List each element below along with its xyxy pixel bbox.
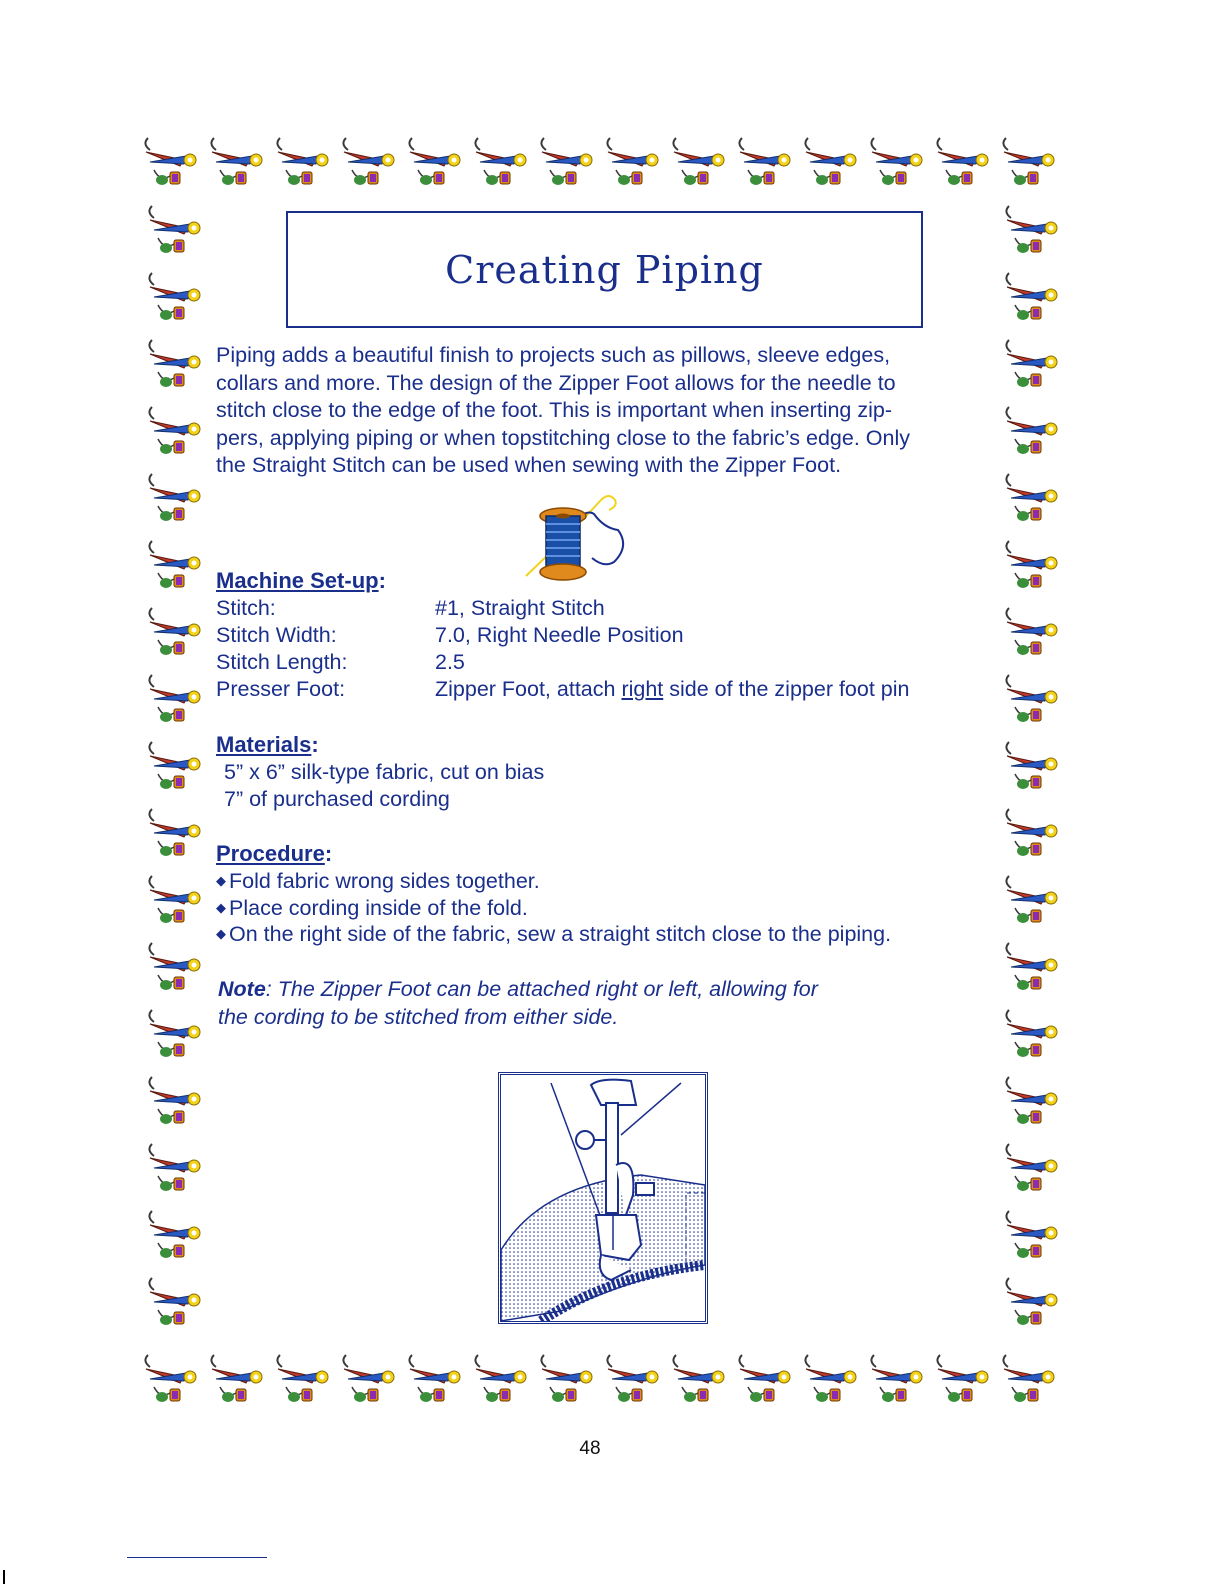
scissors-spool-icon bbox=[144, 1069, 210, 1135]
scissors-spool-icon bbox=[144, 667, 210, 733]
scissors-spool-icon bbox=[734, 1347, 800, 1413]
scissors-spool-icon bbox=[1001, 265, 1067, 331]
diamond-bullet-icon: ◆ bbox=[216, 873, 226, 888]
scissors-spool-icon bbox=[144, 1002, 210, 1068]
scissors-spool-icon bbox=[404, 1347, 470, 1413]
setup-label: Stitch Width: bbox=[216, 623, 337, 647]
scissors-spool-icon bbox=[668, 130, 734, 196]
setup-heading: Machine Set-up: bbox=[216, 568, 386, 593]
scissors-spool-icon bbox=[144, 533, 210, 599]
setup-value: #1, Straight Stitch bbox=[435, 596, 605, 620]
border-bottom bbox=[140, 1345, 1070, 1415]
materials-heading: Materials: bbox=[216, 732, 319, 757]
scissors-spool-icon bbox=[144, 1270, 210, 1336]
scissors-spool-icon bbox=[206, 1347, 272, 1413]
scissors-spool-icon bbox=[1001, 734, 1067, 800]
note bbox=[218, 975, 918, 1031]
scissors-spool-icon bbox=[800, 130, 866, 196]
scissors-spool-icon bbox=[668, 1347, 734, 1413]
scissors-spool-icon bbox=[1001, 399, 1067, 465]
setup-value: Zipper Foot, attach right side of the zipper foot pin bbox=[435, 677, 910, 701]
scissors-spool-icon bbox=[1001, 868, 1067, 934]
scissors-spool-icon bbox=[602, 1347, 668, 1413]
border-right bbox=[995, 198, 1073, 1345]
underlined-right: right bbox=[621, 677, 664, 701]
title-box bbox=[286, 211, 923, 328]
scissors-spool-icon bbox=[932, 1347, 998, 1413]
intro-line: stitch close to the edge of the foot. This is important when inserting zip- bbox=[216, 398, 893, 422]
scissors-spool-icon bbox=[470, 1347, 536, 1413]
page-title: Creating Piping bbox=[445, 247, 764, 292]
scissors-spool-icon bbox=[866, 130, 932, 196]
scissors-spool-icon bbox=[1001, 1136, 1067, 1202]
setup-label: Presser Foot: bbox=[216, 677, 346, 701]
scissors-spool-icon bbox=[1001, 1069, 1067, 1135]
scissors-spool-icon bbox=[800, 1347, 866, 1413]
scissors-spool-icon bbox=[1001, 533, 1067, 599]
scissors-spool-icon bbox=[998, 1347, 1064, 1413]
scissors-spool-icon bbox=[144, 332, 210, 398]
setup-row bbox=[216, 677, 976, 704]
scissors-spool-icon bbox=[144, 801, 210, 867]
page-number: 48 bbox=[579, 1438, 601, 1459]
scissors-spool-icon bbox=[272, 130, 338, 196]
scissors-spool-icon bbox=[1001, 1203, 1067, 1269]
scissors-spool-icon bbox=[866, 1347, 932, 1413]
setup-value: 7.0, Right Needle Position bbox=[435, 623, 684, 647]
scissors-spool-icon bbox=[998, 130, 1064, 196]
scissors-spool-icon bbox=[144, 399, 210, 465]
setup-value: 2.5 bbox=[435, 650, 465, 674]
scissors-spool-icon bbox=[1001, 466, 1067, 532]
scissors-spool-icon bbox=[404, 130, 470, 196]
scissors-spool-icon bbox=[1001, 1002, 1067, 1068]
scissors-spool-icon bbox=[536, 130, 602, 196]
scissors-spool-icon bbox=[470, 130, 536, 196]
intro-line: the Straight Stitch can be used when sewing with the Zipper Foot. bbox=[216, 453, 842, 477]
scissors-spool-icon bbox=[1001, 935, 1067, 1001]
scissors-spool-icon bbox=[536, 1347, 602, 1413]
footer-rule bbox=[127, 1557, 267, 1558]
scissors-spool-icon bbox=[338, 130, 404, 196]
diamond-bullet-icon: ◆ bbox=[216, 926, 226, 941]
scissors-spool-icon bbox=[272, 1347, 338, 1413]
scissors-spool-icon bbox=[144, 600, 210, 666]
border-left bbox=[140, 198, 218, 1345]
scissors-spool-icon bbox=[144, 868, 210, 934]
note-line: : The Zipper Foot can be attached right or left, allowing for bbox=[265, 977, 818, 1001]
scissors-spool-icon bbox=[140, 130, 206, 196]
zipper-foot-drawing bbox=[501, 1075, 705, 1321]
scissors-spool-icon bbox=[144, 198, 210, 264]
scissors-spool-icon bbox=[144, 265, 210, 331]
scissors-spool-icon bbox=[1001, 667, 1067, 733]
intro-line: pers, applying piping or when topstitching close to the fabric’s edge. Only bbox=[216, 425, 910, 450]
scissors-spool-icon bbox=[338, 1347, 404, 1413]
scissors-spool-icon bbox=[1001, 332, 1067, 398]
scissors-spool-icon bbox=[1001, 801, 1067, 867]
edge-mark bbox=[3, 1570, 5, 1584]
setup-row bbox=[216, 623, 976, 650]
scissors-spool-icon bbox=[734, 130, 800, 196]
note-line: the cording to be stitched from either side. bbox=[218, 1005, 619, 1029]
setup-row bbox=[216, 650, 976, 677]
scissors-spool-icon bbox=[144, 1203, 210, 1269]
scissors-spool-icon bbox=[144, 466, 210, 532]
intro-paragraph bbox=[216, 342, 996, 480]
scissors-spool-icon bbox=[144, 1136, 210, 1202]
procedure-heading: Procedure: bbox=[216, 841, 333, 866]
setup-label: Stitch: bbox=[216, 596, 276, 620]
scissors-spool-icon bbox=[932, 130, 998, 196]
thread-spool-needle-icon bbox=[506, 488, 631, 588]
intro-line: Piping adds a beautiful finish to projects such as pillows, sleeve edges, bbox=[216, 343, 891, 367]
scissors-spool-icon bbox=[1001, 600, 1067, 666]
procedure-item: ◆ Fold fabric wrong sides together. bbox=[216, 869, 540, 893]
note-label: Note bbox=[218, 977, 266, 1001]
scissors-spool-icon bbox=[1001, 198, 1067, 264]
setup-row bbox=[216, 596, 976, 623]
zipper-foot-sewing-illustration bbox=[498, 1072, 708, 1324]
scissors-spool-icon bbox=[144, 935, 210, 1001]
scissors-spool-icon bbox=[206, 130, 272, 196]
setup-label: Stitch Length: bbox=[216, 650, 348, 674]
material-item: 5” x 6” silk-type fabric, cut on bias bbox=[224, 760, 545, 784]
intro-line: collars and more. The design of the Zipper Foot allows for the needle to bbox=[216, 370, 896, 395]
scissors-spool-icon bbox=[1001, 1270, 1067, 1336]
scissors-spool-icon bbox=[140, 1347, 206, 1413]
scissors-spool-icon bbox=[144, 734, 210, 800]
procedure-item: ◆ On the right side of the fabric, sew a straight stitch close to the piping. bbox=[216, 922, 892, 946]
diamond-bullet-icon: ◆ bbox=[216, 900, 226, 915]
border-top bbox=[140, 128, 1070, 198]
scissors-spool-icon bbox=[602, 130, 668, 196]
material-item: 7” of purchased cording bbox=[224, 787, 450, 811]
procedure-item: ◆ Place cording inside of the fold. bbox=[216, 896, 528, 920]
